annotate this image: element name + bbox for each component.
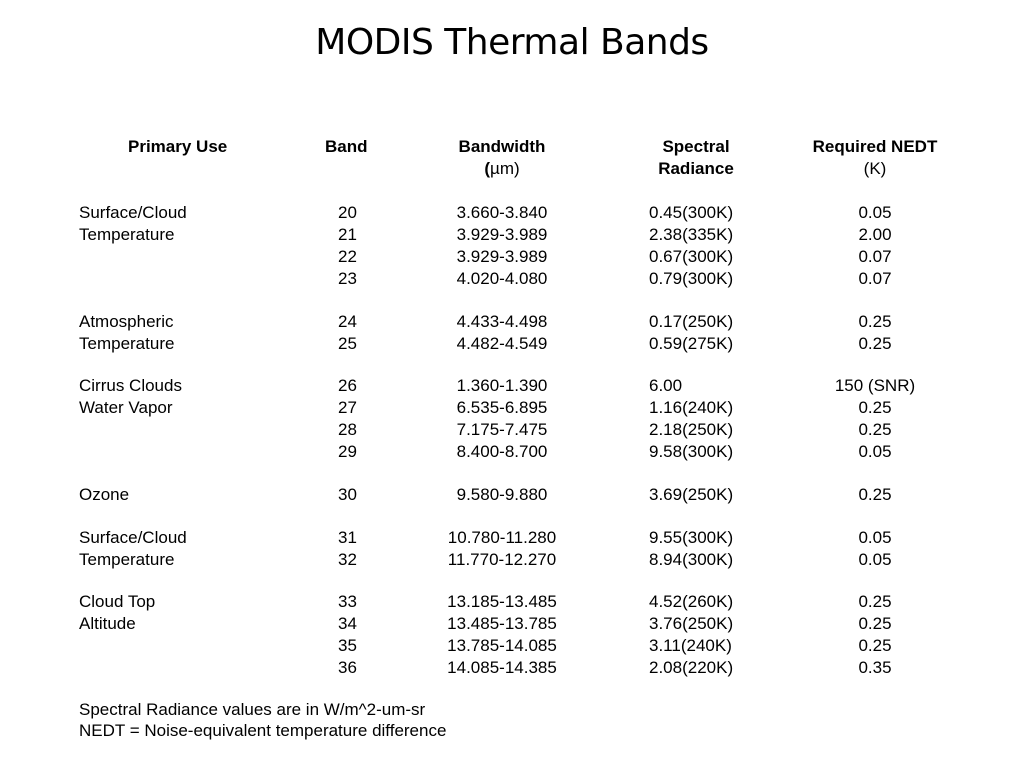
cell-nedt: 0.05	[858, 528, 892, 547]
cell-band: 29	[338, 442, 357, 461]
cell-nedt: 0.25	[858, 312, 892, 331]
cell-nedt: 0.05	[858, 550, 892, 569]
cell-use: Altitude	[79, 614, 136, 633]
cell-band: 24	[338, 312, 357, 331]
cell-band: 20	[338, 203, 357, 222]
cell-nedt: 0.07	[858, 269, 892, 288]
cell-use: Atmospheric	[79, 312, 174, 331]
cell-bandwidth: 13.185-13.485	[447, 592, 557, 611]
cell-band: 28	[338, 420, 357, 439]
header-required-nedt	[800, 136, 950, 180]
cell-radiance: 9.58(300K)	[649, 442, 734, 461]
cell-radiance: 0.79(300K)	[649, 269, 734, 288]
cell-radiance: 0.45(300K)	[649, 203, 734, 222]
cell-bandwidth: 7.175-7.475	[456, 420, 548, 439]
header-primary-use: Primary Use	[128, 137, 228, 156]
cell-nedt: 0.05	[858, 203, 892, 222]
header-band: Band	[325, 137, 368, 156]
footnote-nedt-definition: NEDT = Noise-equivalent temperature difference	[79, 721, 447, 740]
cell-nedt: 0.25	[858, 636, 892, 655]
cell-nedt: 0.35	[858, 658, 892, 677]
cell-radiance: 3.69(250K)	[649, 485, 734, 504]
cell-bandwidth: 3.929-3.989	[456, 247, 548, 266]
cell-radiance: 1.16(240K)	[649, 398, 734, 417]
cell-radiance: 3.11(240K)	[649, 636, 732, 655]
cell-bandwidth: 4.020-4.080	[456, 269, 548, 288]
cell-bandwidth: 4.433-4.498	[456, 312, 548, 331]
cell-nedt: 0.25	[858, 334, 892, 353]
header-nedt-unit: (K)	[863, 159, 887, 178]
cell-nedt: 0.25	[858, 398, 892, 417]
cell-radiance: 0.17(250K)	[649, 312, 734, 331]
cell-band: 21	[338, 225, 357, 244]
cell-radiance: 2.08(220K)	[649, 658, 734, 677]
cell-nedt: 0.25	[858, 592, 892, 611]
cell-nedt: 0.25	[858, 614, 892, 633]
cell-radiance: 0.67(300K)	[649, 247, 734, 266]
cell-bandwidth: 6.535-6.895	[456, 398, 548, 417]
cell-bandwidth: 4.482-4.549	[456, 334, 548, 353]
cell-radiance: 9.55(300K)	[649, 528, 734, 547]
cell-bandwidth: 3.660-3.840	[456, 203, 548, 222]
slide-title: MODIS Thermal Bands	[315, 22, 709, 63]
cell-band: 22	[338, 247, 357, 266]
cell-band: 33	[338, 592, 357, 611]
cell-use: Surface/Cloud	[79, 528, 187, 547]
cell-bandwidth: 3.929-3.989	[456, 225, 548, 244]
header-spectral-line1: Spectral	[662, 137, 730, 156]
cell-use: Surface/Cloud	[79, 203, 187, 222]
header-nedt-line1: Required NEDT	[812, 137, 938, 156]
cell-band: 26	[338, 376, 357, 395]
cell-bandwidth: 9.580-9.880	[456, 485, 548, 504]
header-spectral-radiance	[640, 136, 752, 180]
cell-radiance: 0.59(275K)	[649, 334, 734, 353]
cell-radiance: 4.52(260K)	[649, 592, 734, 611]
cell-band: 23	[338, 269, 357, 288]
footnote-radiance-units: Spectral Radiance values are in W/m^2-um-sr	[79, 700, 426, 719]
cell-bandwidth: 1.360-1.390	[456, 376, 548, 395]
cell-bandwidth: 8.400-8.700	[456, 442, 548, 461]
cell-use: Cirrus Clouds	[79, 376, 182, 395]
header-bandwidth	[452, 136, 552, 180]
cell-nedt: 0.25	[858, 420, 892, 439]
cell-use: Temperature	[79, 334, 175, 353]
cell-use: Cloud Top	[79, 592, 156, 611]
cell-band: 30	[338, 485, 357, 504]
cell-band: 32	[338, 550, 357, 569]
cell-use: Ozone	[79, 485, 130, 504]
cell-radiance: 6.00	[649, 376, 683, 395]
cell-use: Temperature	[79, 550, 175, 569]
header-spectral-line2: Radiance	[658, 159, 734, 178]
cell-band: 25	[338, 334, 357, 353]
header-bandwidth-label: Bandwidth	[458, 137, 546, 156]
cell-bandwidth: 13.785-14.085	[447, 636, 557, 655]
cell-band: 27	[338, 398, 357, 417]
cell-bandwidth: 11.770-12.270	[447, 550, 557, 569]
cell-bandwidth: 14.085-14.385	[447, 658, 557, 677]
cell-bandwidth: 10.780-11.280	[447, 528, 557, 547]
header-bandwidth-unit: (µm)	[484, 159, 520, 178]
cell-use: Water Vapor	[79, 398, 173, 417]
cell-radiance: 2.38(335K)	[649, 225, 734, 244]
cell-bandwidth: 13.485-13.785	[447, 614, 557, 633]
cell-nedt: 150 (SNR)	[834, 376, 916, 395]
cell-radiance: 2.18(250K)	[649, 420, 734, 439]
cell-radiance: 8.94(300K)	[649, 550, 734, 569]
cell-band: 34	[338, 614, 357, 633]
cell-band: 35	[338, 636, 357, 655]
cell-nedt: 0.25	[858, 485, 892, 504]
cell-nedt: 2.00	[858, 225, 892, 244]
cell-band: 36	[338, 658, 357, 677]
cell-nedt: 0.05	[858, 442, 892, 461]
cell-band: 31	[338, 528, 357, 547]
cell-use: Temperature	[79, 225, 175, 244]
cell-nedt: 0.07	[858, 247, 892, 266]
cell-radiance: 3.76(250K)	[649, 614, 734, 633]
